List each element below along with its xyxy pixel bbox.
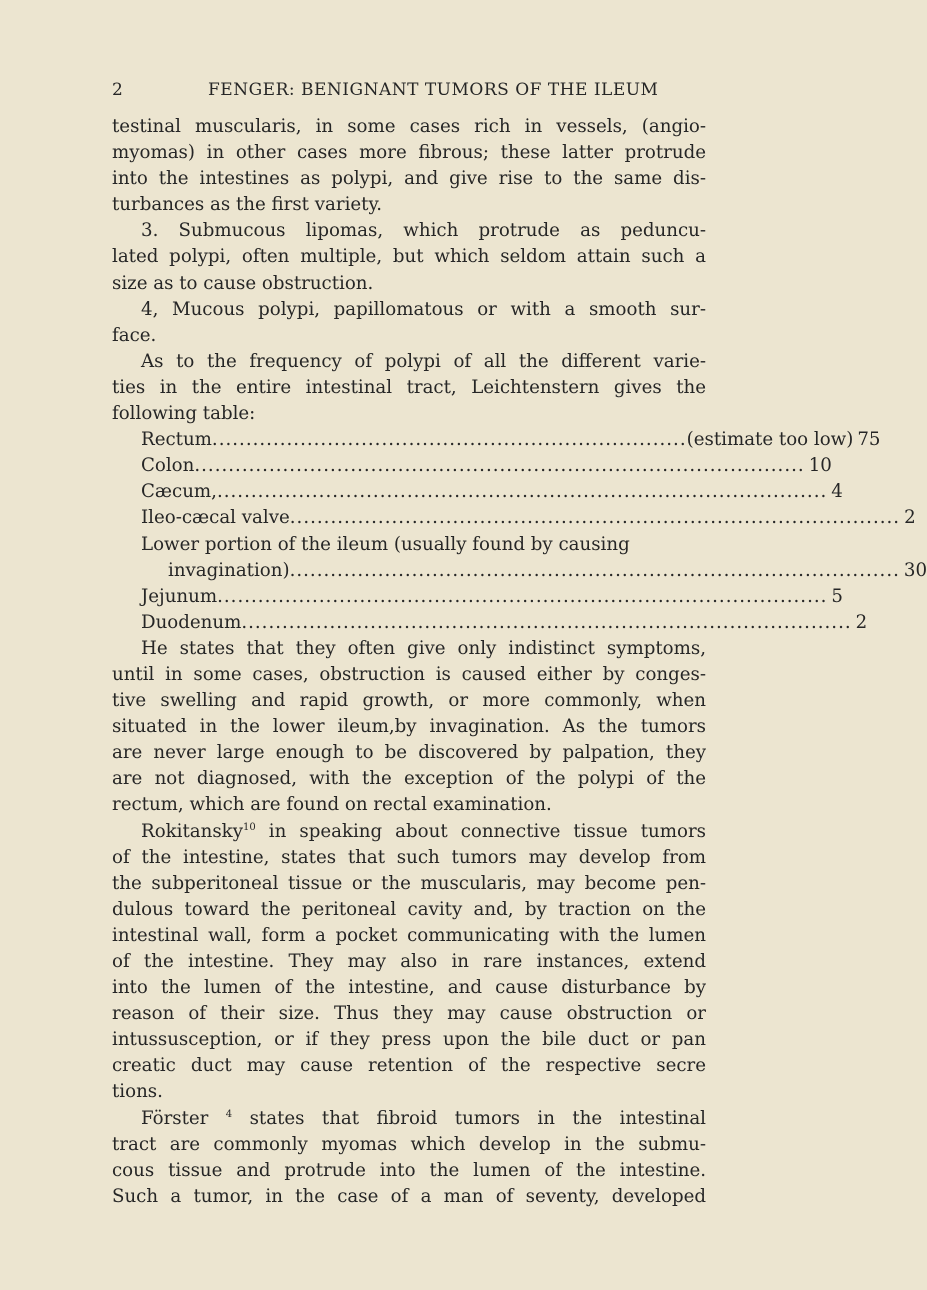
row-label: Duodenum xyxy=(141,611,242,633)
leader-dots: .......................................................................................... xyxy=(289,559,900,581)
row-label: invagination) xyxy=(168,559,290,581)
table-row xyxy=(141,532,706,558)
text-line: testinal muscularis, in some cases rich in vessels, (angio- xyxy=(112,116,706,137)
text-line: 3. Submucous lipomas, which protrude as peduncu- xyxy=(141,220,706,242)
text-line: He states that they often give only indistinct symptoms, xyxy=(141,637,706,659)
leader-dots: .......................................................................................... xyxy=(217,585,828,607)
row-label: Rectum xyxy=(141,429,212,451)
text-line: rectum, which are found on rectal examination. xyxy=(112,794,552,816)
text-fragment: states that fibroid tumors in the intestinal xyxy=(249,1107,706,1129)
text-line: face. xyxy=(112,324,157,346)
row-value: 75 xyxy=(857,429,881,451)
footnote-ref: 10 xyxy=(242,821,256,833)
text-line: intestinal wall, form a pocket communicating with the lumen xyxy=(112,924,706,946)
text-line: tions. xyxy=(112,1081,163,1103)
paragraph-mucous-polypi xyxy=(112,297,706,349)
text-line: of the intestine, states that such tumors may develop from xyxy=(112,846,706,868)
paragraph-rokitansky xyxy=(112,819,706,1106)
text-line: ties in the entire intestinal tract, Leichtenstern gives the xyxy=(112,376,706,398)
leader-dots: ...................................................................... xyxy=(211,429,687,451)
author-name: Rokitansky xyxy=(141,820,243,842)
table-row xyxy=(141,427,881,453)
text-line: intussusception, or if they press upon the bile duct or pan xyxy=(112,1029,706,1051)
paragraph-forster xyxy=(112,1106,706,1210)
text-line xyxy=(112,1106,706,1132)
table-row xyxy=(141,479,843,505)
leader-dots: .......................................................................................... xyxy=(194,455,805,477)
row-value: 30 xyxy=(903,559,927,581)
leader-dots: .......................................................................................... xyxy=(289,507,901,529)
text-line: tive swelling and rapid growth, or more commonly, when xyxy=(112,690,706,712)
paragraph-frequency-intro xyxy=(112,349,706,427)
row-value: 2 xyxy=(855,611,868,633)
text-line: into the intestines as polypi, and give rise to the same dis- xyxy=(112,168,706,190)
row-label: Cæcum, xyxy=(141,481,217,503)
leader-dots: .......................................................................................... xyxy=(216,481,828,503)
running-title: FENGER: BENIGNANT TUMORS OF THE ILEUM xyxy=(208,80,659,100)
author-name: Förster xyxy=(141,1107,209,1129)
table-row xyxy=(141,558,927,584)
text-line: myomas) in other cases more fibrous; these latter protrude xyxy=(112,142,706,164)
text-line: turbances as the first variety. xyxy=(112,194,383,216)
text-line: the subperitoneal tissue or the muscularis, may become pen- xyxy=(112,872,706,894)
table-row xyxy=(141,610,868,636)
text-line: dulous toward the peritoneal cavity and, by traction on the xyxy=(112,898,706,920)
text-line: cous tissue and protrude into the lumen of the intestine. xyxy=(112,1159,706,1181)
table-row xyxy=(141,505,916,531)
text-line: are never large enough to be discovered by palpation, they xyxy=(112,742,706,764)
footnote-ref: 4 xyxy=(225,1108,233,1120)
paragraph-continuation xyxy=(112,114,706,218)
page-body xyxy=(112,114,927,1210)
text-line: tract are commonly myomas which develop in the submu- xyxy=(112,1133,706,1155)
text-line: 4, Mucous polypi, papillomatous or with a smooth sur- xyxy=(141,298,706,320)
row-value: 10 xyxy=(808,455,832,477)
text-line: following table: xyxy=(112,403,256,425)
text-line: size as to cause obstruction. xyxy=(112,272,374,294)
paragraph-symptoms xyxy=(112,636,706,819)
text-line xyxy=(112,819,706,845)
text-line: are not diagnosed, with the exception of the polypi of the xyxy=(112,768,706,790)
text-line: until in some cases, obstruction is caused either by conges- xyxy=(112,663,706,685)
table-row xyxy=(141,584,843,610)
row-label: Jejunum xyxy=(141,585,218,607)
row-label: Ileo-cæcal valve xyxy=(141,507,290,529)
text-line: reason of their size. Thus they may cause obstruction or xyxy=(112,1003,706,1025)
leader-dots: .......................................................................................... xyxy=(241,611,852,633)
text-line: creatic duct may cause retention of the respective secre xyxy=(112,1055,706,1077)
text-line: lated polypi, often multiple, but which seldom attain such a xyxy=(112,246,706,268)
row-note: (estimate too low) xyxy=(686,429,854,451)
row-value: 2 xyxy=(904,507,916,529)
text-line: into the lumen of the intestine, and cause disturbance by xyxy=(112,977,706,999)
text-fragment: in speaking about connective tissue tumors xyxy=(268,820,706,842)
frequency-table xyxy=(112,427,927,636)
table-row xyxy=(141,453,832,479)
row-value: 5 xyxy=(831,585,843,607)
page-number: 2 xyxy=(112,80,124,100)
row-label: Colon xyxy=(141,455,195,477)
row-label: Lower portion of the ileum (usually found by causing xyxy=(141,533,630,555)
text-line: As to the frequency of polypi of all the different varie- xyxy=(141,350,706,372)
text-line: of the intestine. They may also in rare instances, extend xyxy=(112,951,706,972)
text-line: Such a tumor, in the case of a man of seventy, developed xyxy=(112,1185,706,1207)
row-value: 4 xyxy=(831,481,843,503)
paragraph-submucous-lipomas xyxy=(112,218,706,296)
text-line: situated in the lower ileum,by invagination. As the tumors xyxy=(112,716,706,738)
